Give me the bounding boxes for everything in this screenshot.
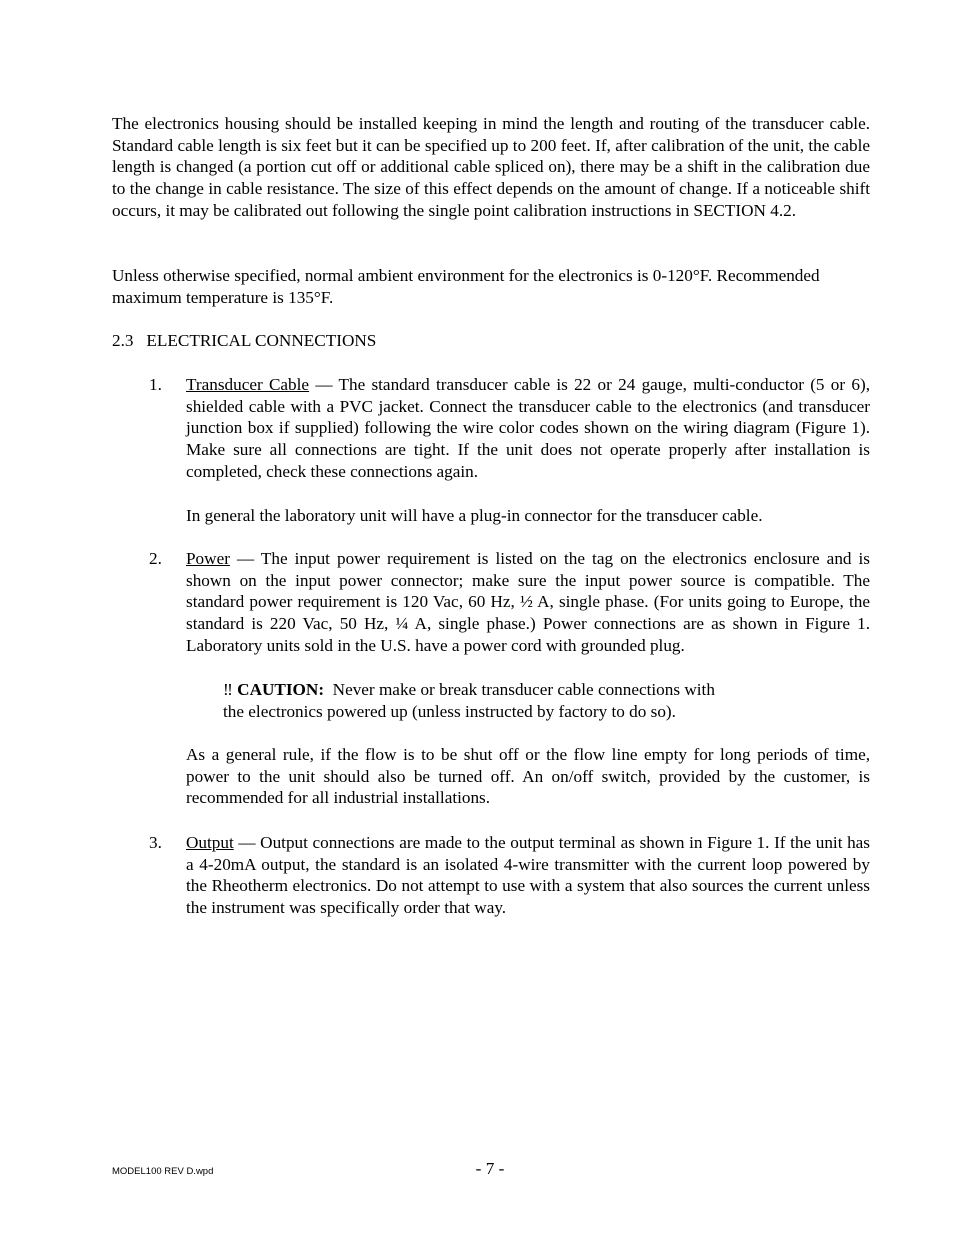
caution-line-1 [223, 679, 823, 701]
list-item-title: Transducer Cable [186, 375, 310, 394]
list-item-title: Power [186, 549, 230, 568]
list-item-text: — The input power requirement is listed on the tag on the electronics enclosure and is shown on the input power connector; make sure the input power source is compatible. The standard power requirement is 120 Vac, 60 Hz, ½ A, single phase. (For units going to Europe, the standard is 220 Vac, 50 Hz, ¼ A, single phase.) Power connections are as shown in Figure 1. Laboratory units sold in the U.S. have a power cord with grounded plug. [186, 549, 870, 655]
caution-text-1: Never make or break transducer cable connections with [324, 680, 715, 699]
paragraph-ambient-environment: Unless otherwise specified, normal ambient environment for the electronics is 0-120°F. Recommended maximum temperature is 135°F. [112, 266, 820, 307]
list-item-number: 3. [149, 833, 162, 852]
list-item-body [186, 374, 870, 483]
warning-icon: ‼ [223, 680, 233, 699]
footer-filename: MODEL100 REV D.wpd [112, 1166, 214, 1177]
list-item-body [186, 548, 870, 657]
list-item-number: 2. [149, 549, 162, 568]
list-item-text: — The standard transducer cable is 22 or 24 gauge, multi-conductor (5 or 6), shielded cable with a PVC jacket. Connect the transducer cable to the electronics (and transducer junction box if supplied) following the wire color codes shown on the wiring diagram (Figure 1). Make sure all connections are tight. If the unit does not operate properly after installation is completed, check these connections again. [186, 375, 870, 481]
list-item-body [186, 832, 870, 919]
list-item-title: Output [186, 833, 234, 852]
caution-label: CAUTION: [237, 680, 325, 699]
paragraph-lab-connector: In general the laboratory unit will have a plug-in connector for the transducer cable. [186, 506, 763, 525]
paragraph-intro: The electronics housing should be installed keeping in mind the length and routing of the transducer cable. Standard cable length is six feet but it can be specified up to 200 feet. If, after calibration of the unit, the cable length is changed (a portion cut off or additional cable spliced on), there may be a shift in the calibration due to the change in cable resistance. The size of this effect depends on the amount of change. If a noticeable shift occurs, it may be calibrated out following the single point calibration instructions in SECTION 4.2. [112, 114, 870, 220]
list-item-number: 1. [149, 375, 162, 394]
section-heading: 2.3 ELECTRICAL CONNECTIONS [112, 331, 377, 350]
list-item-text: — Output connections are made to the output terminal as shown in Figure 1. If the unit has a 4-20mA output, the standard is an isolated 4-wire transmitter with the current loop powered by the Rheotherm electronics. Do not attempt to use with a system that also sources the current unless the instrument was specifically order that way. [186, 833, 870, 918]
caution-note [223, 679, 823, 722]
page-number: - 7 - [475, 1159, 505, 1178]
caution-text-2: the electronics powered up (unless instructed by factory to do so). [223, 701, 676, 721]
paragraph-power-off-rule: As a general rule, if the flow is to be shut off or the flow line empty for long periods of time, power to the unit should also be turned off. An on/off switch, provided by the customer, is recommended for all industrial installations. [186, 745, 870, 808]
